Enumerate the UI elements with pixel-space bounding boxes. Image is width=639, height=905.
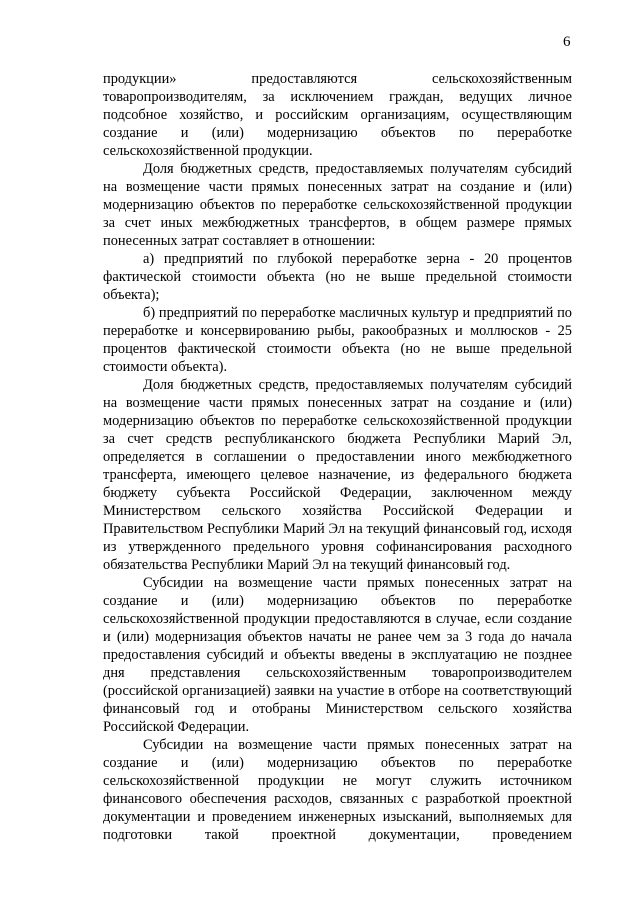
paragraph-subsidy-conditions: Субсидии на возмещение части прямых понесенных затрат на создание и (или) модернизацию объектов по переработке сельскохозяйственной продукции предоставляются в случае, если создание и (или) модернизация объектов начаты не ранее чем за 3 года до начала предоставления субсидий и объекты введены в эксплуатацию не позднее дня представления сельскохозяйственным товаропроизводителем (российской организацией) заявки на участие в отборе на соответствующий финансовый год и отобраны Министерством сельского хозяйства Российской Федерации.	[103, 575, 572, 735]
document-body	[103, 70, 572, 844]
paragraph-item-a: а) предприятий по глубокой переработке зерна - 20 процентов фактической стоимости объекта (но не выше предельной стоимости объекта);	[103, 251, 572, 303]
paragraph-republican-share: Доля бюджетных средств, предоставляемых получателям субсидий на возмещение части прямых понесенных затрат на создание и (или) модернизацию объектов по переработке сельскохозяйственной продукции за счет средств республиканского бюджета Республики Марий Эл, определяется в соглашении о предоставлении иного межбюджетного трансферта, имеющего целевое назначение, из федерального бюджета бюджету субъекта Российской Федерации, заключенном между Министерством сельского хозяйства Российской Федерации и Правительством Республики Марий Эл на текущий финансовый год, исходя из утвержденного предельного уровня софинансирования расходного обязательства Республики Марий Эл на текущий финансовый год.	[103, 377, 572, 573]
paragraph-item-b: б) предприятий по переработке масличных культур и предприятий по переработке и консервированию рыбы, ракообразных и моллюсков - 25 процентов фактической стоимости объекта (но не выше предельной стоимости объекта).	[103, 305, 572, 375]
paragraph-subsidy-restrictions: Субсидии на возмещение части прямых понесенных затрат на создание и (или) модернизацию объектов по переработке сельскохозяйственной продукции не могут служить источником финансового обеспечения расходов, связанных с разработкой проектной документации и проведением инженерных изысканий, выполняемых для подготовки такой проектной документации, проведением	[103, 737, 572, 843]
paragraph-continuation: продукции» предоставляются сельскохозяйственным товаропроизводителям, за исключением граждан, ведущих личное подсобное хозяйство, и российским организациям, осуществляющим создание и (или) модернизацию объектов по переработке сельскохозяйственной продукции.	[103, 71, 572, 159]
page-number: 6	[563, 34, 571, 50]
paragraph-budget-share-intro: Доля бюджетных средств, предоставляемых получателям субсидий на возмещение части прямых понесенных затрат на создание и (или) модернизацию объектов по переработке сельскохозяйственной продукции за счет иных межбюджетных трансфертов, в общем размере прямых понесенных затрат составляет в отношении:	[103, 161, 572, 249]
